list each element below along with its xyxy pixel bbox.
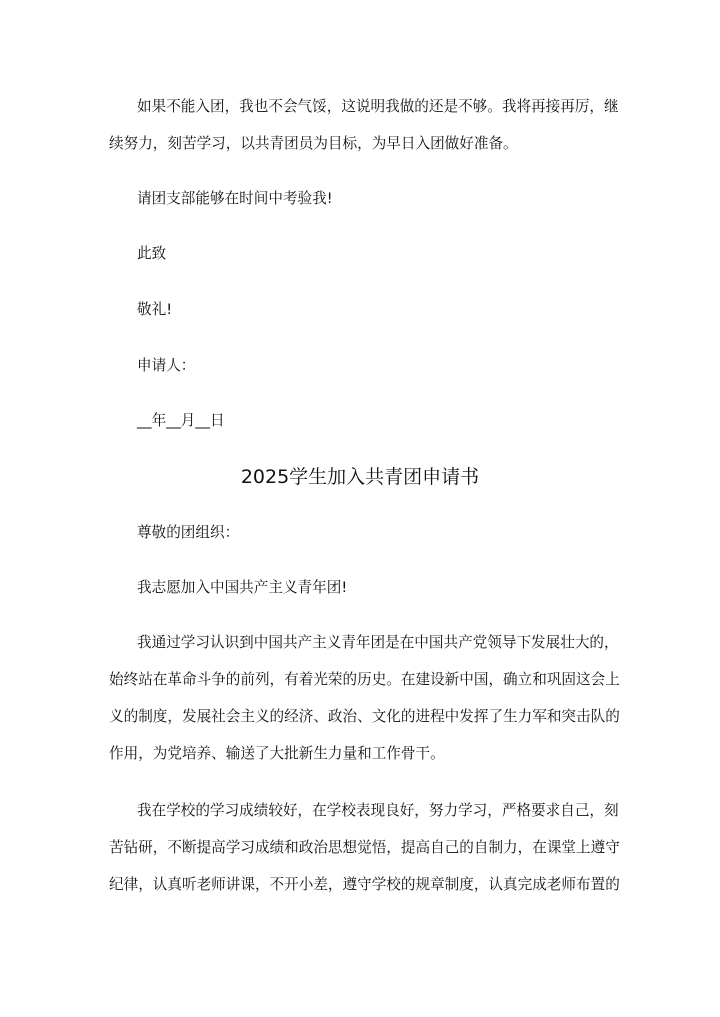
paragraph-line: 义的制度，发展社会主义的经济、政治、文化的进程中发挥了生力军和突击队的 — [109, 708, 620, 725]
paragraph-line: 始终站在革命斗争的前列，有着光荣的历史。在建设新中国，确立和巩固这会上 — [109, 671, 620, 688]
paragraph-line: 我通过学习认识到中国共产主义青年团是在中国共产党领导下发展壮大的， — [137, 634, 619, 651]
paragraph-line: 我在学校的学习成绩较好，在学校表现良好，努力学习，严格要求自己，刻 — [137, 802, 619, 819]
paragraph-line: 苦钻研，不断提高学习成绩和政治思想觉悟，提高自己的自制力，在课堂上遵守 — [109, 839, 620, 856]
closing-salutation: 此致 — [137, 245, 167, 262]
paragraph-line: 请团支部能够在时间中考验我! — [137, 190, 333, 207]
paragraph-line: 作用，为党培养、输送了大批新生力量和工作骨干。 — [109, 745, 445, 762]
paragraph-line: 纪律，认真听老师讲课，不开小差，遵守学校的规章制度，认真完成老师布置的 — [109, 876, 620, 893]
greeting: 尊敬的团组织： — [137, 524, 240, 541]
closing-regards: 敬礼! — [137, 301, 173, 318]
date-line: __年__月__日 — [137, 412, 225, 429]
applicant-label: 申请人： — [137, 357, 196, 374]
document-title: 2025学生加入共青团申请书 — [240, 466, 480, 488]
paragraph-line: 如果不能入团，我也不会气馁，这说明我做的还是不够。我将再接再厉，继 — [137, 98, 619, 115]
paragraph-line: 我志愿加入中国共产主义青年团! — [137, 579, 348, 596]
paragraph-line: 续努力，刻苦学习，以共青团员为目标，为早日入团做好准备。 — [109, 135, 518, 152]
